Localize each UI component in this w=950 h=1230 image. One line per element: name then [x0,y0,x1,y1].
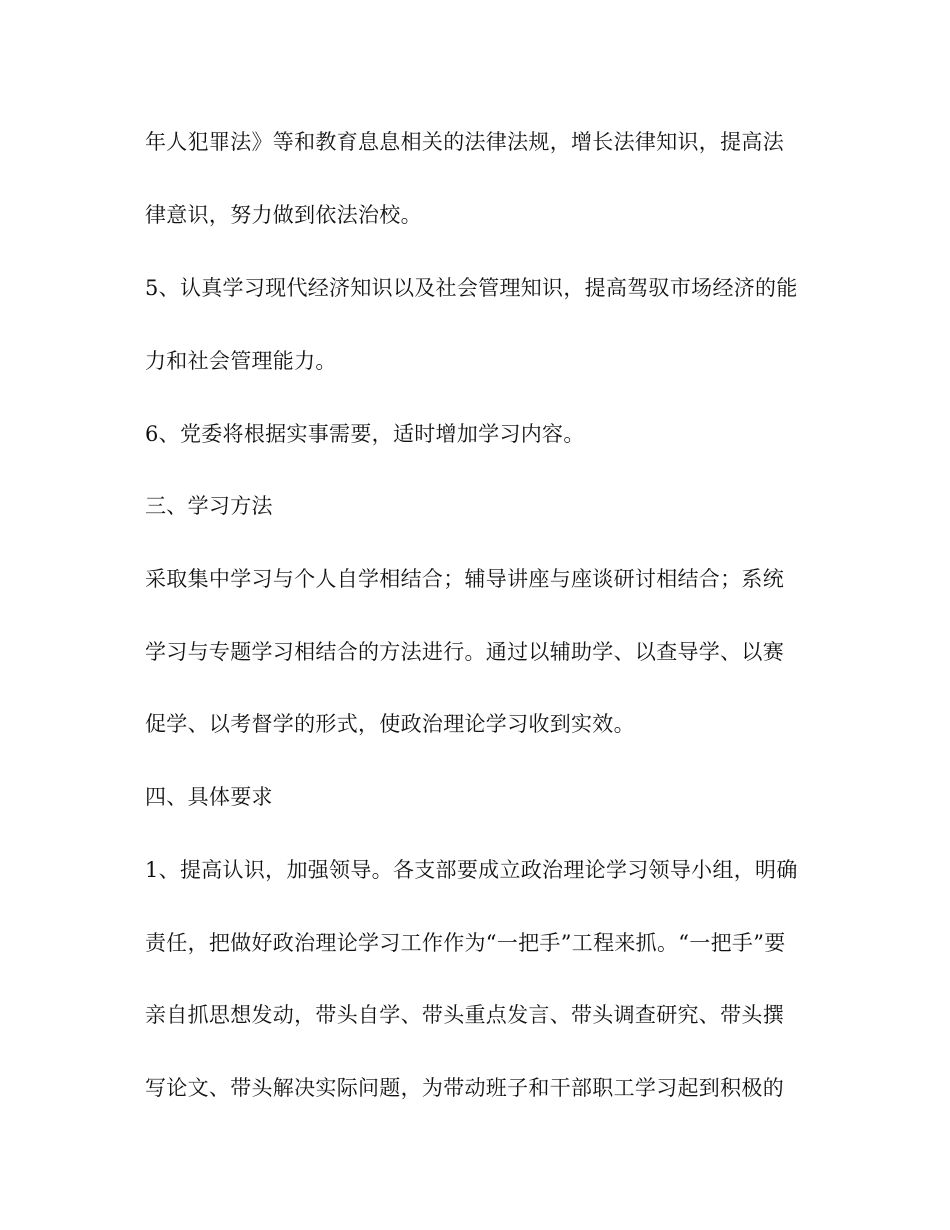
section-heading-4: 四、具体要求 [145,785,273,809]
list-item-5: 5、认真学习现代经济知识以及社会管理知识，提高驾驭市场经济的能 [145,276,798,300]
body-text-line: 力和社会管理能力。 [145,349,337,373]
section-heading-3: 三、学习方法 [145,494,273,518]
body-text-line: 写论文、带头解决实际问题，为带动班子和干部职工学习起到积极的 [145,1076,784,1100]
body-text-line: 亲自抓思想发动，带头自学、带头重点发言、带头调查研究、带头撰 [145,1003,784,1027]
list-item-6: 6、党委将根据实事需要，适时增加学习内容。 [145,422,585,446]
body-text-line: 学习与专题学习相结合的方法进行。通过以辅助学、以查导学、以赛 [145,640,784,664]
body-text-line: 年人犯罪法》等和教育息息相关的法律法规，增长法律知识，提高法 [145,130,784,154]
body-text-line: 促学、以考督学的形式，使政治理论学习收到实效。 [145,712,635,736]
body-text-line: 采取集中学习与个人自学相结合；辅导讲座与座谈研讨相结合；系统 [145,567,784,591]
list-item-1: 1、提高认识，加强领导。各支部要成立政治理论学习领导小组，明确 [145,858,798,882]
body-text-line: 责任，把做好政治理论学习工作作为“一把手”工程来抓。“一把手”要 [145,931,786,955]
body-text-line: 律意识，努力做到依法治校。 [145,203,422,227]
